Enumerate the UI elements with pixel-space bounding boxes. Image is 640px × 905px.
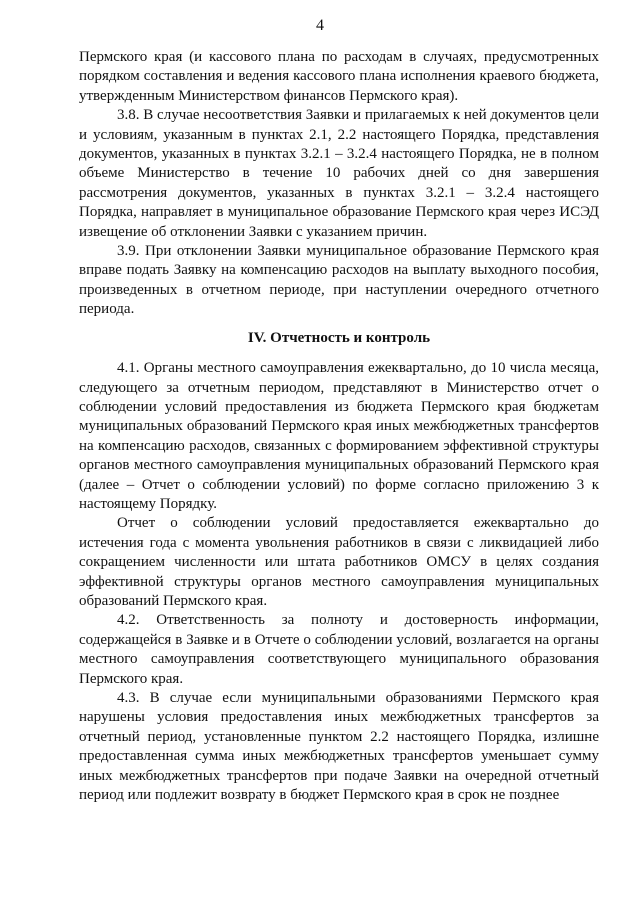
paragraph-4-1-report: Отчет о соблюдении условий предоставляется ежеквартально до истечения года с момента увольнения работников в связи с ликвидацией либо сокращением численности или штата работников ОМСУ в целях создания эффективной структуры органов местного самоуправления муниципальных образований Пермского края.: [79, 515, 599, 609]
paragraph-3-9: 3.9. При отклонении Заявки муниципальное образование Пермского края вправе подать Заявку на компенсацию расходов на выплату выходного пособия, произведенных в отчетном периоде, при наступлении очередного отчетного периода.: [79, 243, 599, 318]
section-heading: IV. Отчетность и контроль: [247, 329, 431, 346]
paragraph-continuation: Пермского края (и кассового плана по расходам в случаях, предусмотренных порядком составления и ведения кассового плана исполнения краевого бюджета, утвержденным Министерством финансов Пермского края).: [79, 49, 599, 104]
paragraph-3-8: 3.8. В случае несоответствия Заявки и прилагаемых к ней документов цели и условиям, указанным в пунктах 2.1, 2.2 настоящего Порядка, представления документов, указанных в пунктах 3.2.1 – 3.2.4 настоящего Порядка, не в полном объеме Министерство в течение 10 рабочих дней со дня завершения рассмотрения документов, указанных в пунктах 3.2.1 – 3.2.4 настоящего Порядка, направляет в муниципальное образование Пермского края через ИСЭД извещение об отклонении Заявки с указанием причин.: [79, 107, 599, 240]
paragraph-4-2: 4.2. Ответственность за полноту и достоверность информации, содержащейся в Заявке и в Отчете о соблюдении условий, возлагается на органы местного самоуправления соответствующего муниципального образования Пермского края.: [79, 612, 599, 687]
page-number: 4: [316, 17, 324, 34]
paragraph-4-3: 4.3. В случае если муниципальными образованиями Пермского края нарушены условия предоставления иных межбюджетных трансфертов за отчетный период, установленные пунктом 2.2 настоящего Порядка, излишне предоставленная сумма иных межбюджетных трансфертов уменьшает сумму иных межбюджетных трансфертов при подаче Заявки на очередной отчетный период или подлежит возврату в бюджет Пермского края в срок не позднее: [79, 690, 599, 804]
document-body: [79, 48, 599, 805]
paragraph-4-1: 4.1. Органы местного самоуправления ежеквартально, до 10 числа месяца, следующего за отчетным периодом, представляют в Министерство отчет о соблюдении условий предоставления из бюджета Пермского края бюджетам муниципальных образований Пермского края иных межбюджетных трансфертов на компенсацию расходов, связанных с формированием эффективной структуры органов местного самоуправления муниципальных образований Пермского края (далее – Отчет о соблюдении условий) по форме согласно приложению 3 к настоящему Порядку.: [79, 360, 599, 512]
